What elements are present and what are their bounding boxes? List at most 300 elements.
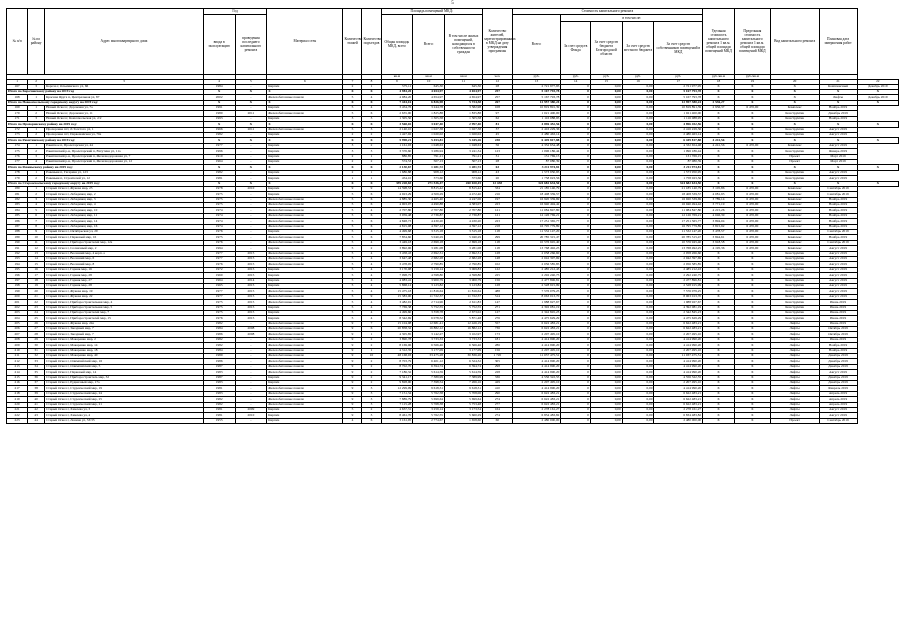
table-cell: 0,00 [622,386,654,391]
table-cell: 6 394,74 [444,364,482,369]
table-cell: 3 376,60 [381,149,413,154]
table-cell: 128 [483,283,513,288]
table-cell: Конструктив [770,127,819,132]
table-cell: X [703,278,735,283]
table-cell: 4 499,68 [381,230,413,235]
table-cell: 908,12 [413,170,445,175]
table-cell: Ровеньки п, Строителей ул, 12 [45,176,204,181]
table-cell: 0 [561,273,591,278]
table-cell: 1975 [203,300,235,305]
table-cell: 4 332 654,48 [512,143,561,148]
table-cell: 28 [483,84,513,89]
table-cell: 1910 [203,154,235,159]
table-cell: 205 [7,321,28,326]
table-cell: Красная Яруга п, Центральная ул, 87 [45,95,204,100]
table-cell: 6 622 483,21 [654,397,703,402]
table-cell: 0,00 [590,149,622,154]
table-cell: 0,00 [622,413,654,418]
table-cell: 0,00 [622,143,654,148]
table-cell: X [703,327,735,332]
table-cell: 1982 [203,337,235,342]
table-cell: 9 828,90 [381,380,413,385]
table-cell: 186 [7,219,28,224]
table-cell: 1 096 186,44 [512,149,561,154]
table-cell: Кирпич [267,192,343,197]
table-cell: Кирпич [267,186,343,191]
table-cell: Сентябрь 2019 [819,186,857,191]
table-cell: Ноябрь 2019 [819,197,857,202]
table-cell: 3 900,79 [444,278,482,283]
table-cell: 0,00 [590,402,622,407]
table-cell: 11 816,64 [413,289,445,294]
table-cell: 1 988 927,67 [654,300,703,305]
table-cell: 1 020,02 [444,133,482,138]
table-cell: 5 [343,235,362,240]
table-cell: X [343,100,362,105]
capital-repair-table [6,8,899,424]
table-cell: 1983 [203,380,235,385]
table-cell: X [734,89,770,94]
table-cell: - [235,418,267,423]
table-cell: 3 [28,84,45,89]
table-cell: 2015 [235,267,267,272]
table-cell: 4 414 990,20 [654,364,703,369]
table-cell: 3 449,18 [381,240,413,245]
table-cell: 1955 [203,418,235,423]
table-cell: 1 427,92 [381,133,413,138]
table-cell: 6 470,00 [734,197,770,202]
table-cell: 5 167 793,78 [654,95,703,100]
table-cell: Комплекс [770,143,819,148]
table-cell: X [734,321,770,326]
table-cell: 373,60 [413,176,445,181]
table-cell: 1981 [203,413,235,418]
table-cell: X [734,337,770,342]
table-cell: 6 622 483,21 [512,327,561,332]
table-cell: X [734,354,770,359]
table-cell: 5 708,06 [444,391,482,396]
col-wall-material: Материал стен [267,9,343,75]
table-cell: 12 957 380,24 [512,100,561,105]
table-cell: 4 312,35 [381,348,413,353]
table-cell: 11 [28,240,45,245]
table-cell: 13 [28,251,45,256]
table-cell: X [703,267,735,272]
table-cell: 0,00 [590,397,622,402]
table-cell: 4 654,97 [444,95,482,100]
table-cell: 0,00 [590,106,622,111]
table-cell: Ракитянский р-н, Пролетарский п, Железнодорожная ул, 12 [45,159,204,164]
table-cell: Лифты [770,337,819,342]
table-cell: 2 [362,246,381,251]
table-cell: X [734,348,770,353]
table-cell: X [203,181,235,186]
table-cell: Март 2019 [819,159,857,164]
table-cell: - [235,116,267,121]
table-cell: Прохоровка пгт, Л.Толстого ул, 1 [45,127,204,132]
table-cell: 222 [7,413,28,418]
table-cell: X [362,181,381,186]
table-cell: 16 795 779,89 [654,224,703,229]
table-cell: 2 536,27 [703,100,735,105]
table-cell: X [703,386,735,391]
table-cell: 1 281,72 [413,165,445,170]
table-cell: X [703,375,735,380]
table-cell: 0 [561,197,591,202]
table-cell: Август 2019 [819,127,857,132]
table-cell: Август 2019 [819,294,857,299]
table-cell: 0,00 [590,251,622,256]
table-cell: X [703,300,735,305]
table-cell: 204 [7,316,28,321]
table-cell: - [235,143,267,148]
table-cell: 0,00 [622,133,654,138]
table-cell: 20 [483,176,513,181]
table-cell: Железобетонные панели [267,95,343,100]
table-cell: 6 622 483,21 [654,391,703,396]
table-cell: 0,00 [590,354,622,359]
table-cell: 6 [362,111,381,116]
table-cell: 2015 [235,262,267,267]
table-cell: Конструктив [770,310,819,315]
col-limit-cost: Предельная стоимость капитального ремонта 1 кв.м. общей площади помещений МКД [734,9,770,75]
table-cell: Ракитянский р-н, Пролетарский п, Ватутина ул, 11а [45,149,204,154]
table-cell: Конструктив [770,300,819,305]
table-cell: 0 [561,138,591,143]
table-cell: 4 984,20 [381,89,413,94]
table-cell: Железобетонные панели [267,359,343,364]
table-cell: 11 084 847,80 [654,208,703,213]
table-cell: 209 [7,343,28,348]
table-cell: 0,00 [622,230,654,235]
table-cell: X [703,402,735,407]
table-cell: 30 836,20 [444,354,482,359]
table-cell: - [235,208,267,213]
table-cell: Конструктив [770,257,819,262]
unit-area-living: кв.м [444,74,482,79]
table-cell: X [770,89,819,94]
table-cell: 2 [343,133,362,138]
table-cell: 1 027,38 [444,127,482,132]
table-cell: 39 [28,391,45,396]
table-cell: 1965 [203,283,235,288]
table-cell: 0,00 [590,283,622,288]
table-cell: 2002 [203,95,235,100]
table-cell: - [235,84,267,89]
table-cell: 2 480 000,00 [512,418,561,423]
table-cell: 4 885,30 [381,197,413,202]
table-cell: 6 470,00 [734,224,770,229]
unit-cost-owners: руб. [654,74,703,79]
summary-label: Итого по Ровеньскому району на 2019 год: [7,165,204,170]
table-cell: 0 [561,246,591,251]
table-cell: 0,00 [622,359,654,364]
table-cell: 0,00 [622,300,654,305]
table-cell: 0,00 [590,235,622,240]
table-cell: Лифты [770,380,819,385]
table-cell: X [734,391,770,396]
table-cell: 0,00 [590,219,622,224]
table-cell: 2 207 495,10 [512,348,561,353]
table-cell: 131 769,15 [654,154,703,159]
table-cell: Железобетонные панели [267,289,343,294]
table-cell: Железобетонные панели [267,203,343,208]
table-cell: 0 [561,213,591,218]
table-cell: 0,00 [590,208,622,213]
table-cell: 2 707,80 [381,208,413,213]
table-cell: Железобетонные панели [267,402,343,407]
table-cell: 0 [561,375,591,380]
table-cell: 2 042 397,69 [512,257,561,262]
table-cell: Ноябрь 2019 [819,224,857,229]
table-cell: 3 281,08 [413,246,445,251]
table-cell: 4 332 654,48 [654,143,703,148]
table-cell: 5 [343,294,362,299]
table-cell: 0,00 [590,159,622,164]
table-cell: 7 389,99 [444,375,482,380]
table-cell: 30 [28,343,45,348]
table-cell: X [703,116,735,121]
table-cell: 6 566,46 [444,343,482,348]
table-cell: 0,00 [622,95,654,100]
table-cell: 3 [28,116,45,121]
table-cell: 0 [561,262,591,267]
table-cell: - [235,224,267,229]
table-cell: 274 [483,413,513,418]
table-cell: Старый Оскол г, Студенческий мкр, 24 [45,391,204,396]
table-cell: 1987 [203,375,235,380]
table-cell: 3 286,94 [413,149,445,154]
table-cell: 36 [28,375,45,380]
table-cell: 21 185 140,79 [512,186,561,191]
table-cell: 1 [362,348,381,353]
table-cell: 1977 [203,294,235,299]
table-cell: 7 576 079,25 [512,289,561,294]
table-cell: X [235,122,267,127]
table-cell: 2 342 845,23 [512,310,561,315]
table-header [7,9,899,85]
table-cell: X [734,165,770,170]
table-cell: 197 [7,278,28,283]
table-cell: 1977 [203,143,235,148]
column-number: 16 [622,79,654,84]
table-cell: 3 281,08 [444,246,482,251]
table-cell: 87 080,39 [512,159,561,164]
table-cell: Железобетонные панели [267,213,343,218]
table-cell: 2015 [235,305,267,310]
table-cell: 1 096 186,44 [654,149,703,154]
table-cell: 886,85 [381,154,413,159]
table-cell: 1993 [203,116,235,121]
table-cell: X [343,181,362,186]
table-cell: 0 [561,192,591,197]
table-cell: Кирпич [267,230,343,235]
table-cell: 0 [561,364,591,369]
table-cell: 0 [561,397,591,402]
table-cell: 3 454,76 [381,106,413,111]
table-cell: Старый Оскол г, Студенческий мкр, 25 [45,397,204,402]
table-cell: 4 414 990,20 [654,370,703,375]
table-cell: 1972 [203,267,235,272]
table-cell: Конструктив [770,176,819,181]
table-cell: Лифты [770,327,819,332]
table-cell: Комплекс [770,197,819,202]
table-cell: Конструктив [770,294,819,299]
table-cell: 0,00 [622,219,654,224]
table-cell: X [819,165,857,170]
table-cell: 10 819 891,39 [512,106,561,111]
table-cell: X [734,181,770,186]
table-cell: 5 762,55 [413,413,445,418]
table-cell: 7 186,32 [381,370,413,375]
table-cell: X [734,386,770,391]
table-cell: 14 598,53 [381,186,413,191]
table-cell: 0 [561,289,591,294]
table-cell: 4 [362,262,381,267]
table-cell: Ракитное п, Пролетарская ул, 44 [45,143,204,148]
table-cell: 4 [28,159,45,164]
table-cell: 2 [362,380,381,385]
table-cell: 267 [483,100,513,105]
table-cell: 6 [362,203,381,208]
table-cell: 8 063 013,70 [512,294,561,299]
table-cell: 11 722,37 [413,294,445,299]
table-cell: 2015 [235,257,267,262]
table-cell: 0,00 [590,305,622,310]
table-cell: 3 [362,386,381,391]
table-cell: Апрель 2019 [819,397,857,402]
table-cell: Лифты [770,343,819,348]
table-cell: 11 084 847,80 [512,208,561,213]
table-cell: 180 [7,186,28,191]
table-cell: 7 [362,321,381,326]
table-cell: 188 [7,230,28,235]
table-cell: 0,00 [622,208,654,213]
table-cell: X [343,89,362,94]
table-cell: 6 622 483,21 [512,321,561,326]
table-cell: 4 [362,273,381,278]
table-cell: X [734,300,770,305]
table-cell: 25 [28,316,45,321]
table-cell: Август 2019 [819,413,857,418]
table-cell: 1 [28,143,45,148]
table-cell: Август 2019 [819,273,857,278]
table-cell: Железобетонные панели [267,219,343,224]
table-cell: Август 2019 [819,407,857,412]
table-cell: 42 [28,407,45,412]
table-cell: X [734,111,770,116]
table-cell: Лифты [770,364,819,369]
table-cell: 5 752,55 [444,305,482,310]
table-cell: Лифты [770,413,819,418]
table-cell: 4 499,60 [381,310,413,315]
table-cell: 4 815,08 [381,224,413,229]
table-cell: X [734,316,770,321]
table-cell: 7 398,54 [413,380,445,385]
table-cell: 9 [362,186,381,191]
column-number: 1 [7,79,28,84]
table-cell: Железобетонные панели [267,337,343,342]
table-cell: 21 185 140,79 [654,186,703,191]
table-cell: - [235,321,267,326]
table-cell: 19 [28,283,45,288]
table-cell: Лифты [770,370,819,375]
table-cell: 5 [343,246,362,251]
table-cell: 0,00 [622,283,654,288]
table-cell: X [770,95,819,100]
table-cell: Октябрь 2019 [819,332,857,337]
unit-cost-all: руб. [512,74,561,79]
table-cell: 5 167 793,78 [654,89,703,94]
table-cell: X [734,310,770,315]
table-cell: 0,00 [622,418,654,423]
table-cell: 0 [561,359,591,364]
table-cell: 4 414 990,20 [512,386,561,391]
table-cell: 3 733,33 [413,337,445,342]
table-cell: 1975 [203,305,235,310]
table-cell: 62 [483,116,513,121]
col-cost-fund: За счет средств Фонда [561,21,591,74]
table-cell: X [734,418,770,423]
table-cell: Ноябрь 2019 [819,219,857,224]
table-cell: Железобетонные панели [267,262,343,267]
table-cell: 4 430,20 [413,219,445,224]
table-cell: 6 622 483,21 [512,397,561,402]
table-cell: Лифты [819,95,857,100]
table-cell: Старый Оскол г, Горняк мкр, 16 [45,267,204,272]
table-cell: X [703,289,735,294]
table-cell: 7 769,38 [381,305,413,310]
table-cell: X [734,95,770,100]
table-cell: 123 [483,149,513,154]
table-cell: 6 401,12 [413,359,445,364]
table-cell: 9 [343,332,362,337]
table-cell: Кирпич [267,305,343,310]
table-cell: 0,00 [622,305,654,310]
table-cell: 4 [362,240,381,245]
table-cell: X [703,127,735,132]
table-cell: 7 115,28 [381,402,413,407]
table-cell: 1 [28,170,45,175]
table-cell: Старый Оскол г, Парковый мкр, 16 [45,235,204,240]
table-cell: 2 140,10 [381,127,413,132]
table-cell: 3 047,40 [413,122,445,127]
table-cell: 6 394,74 [413,364,445,369]
table-cell: 1984 [203,348,235,353]
table-cell: 3 582,98 [444,106,482,111]
table-cell: 6 470,00 [734,230,770,235]
table-cell: 2 699,18 [413,240,445,245]
table-cell: 0,00 [622,176,654,181]
table-cell: 1 116 088,95 [654,116,703,121]
table-cell: Кирпич [267,170,343,175]
table-cell: 9 [343,380,362,385]
table-cell: 225 [483,273,513,278]
table-cell: 184 [7,208,28,213]
table-cell: X [362,89,381,94]
table-cell: 223 [7,418,28,423]
table-cell: 17 251 365,77 [654,219,703,224]
table-cell: X [770,100,819,105]
table-cell: Старый Оскол г, Макаренко мкр, 2 [45,337,204,342]
table-cell: 0,00 [590,364,622,369]
table-cell: 5 752,55 [413,305,445,310]
table-cell: - [235,386,267,391]
table-cell: 187 [7,224,28,229]
table-cell: 1 048,63 [444,143,482,148]
table-cell: 5 768,38 [413,402,445,407]
table-cell: 16 882,12 [413,327,445,332]
